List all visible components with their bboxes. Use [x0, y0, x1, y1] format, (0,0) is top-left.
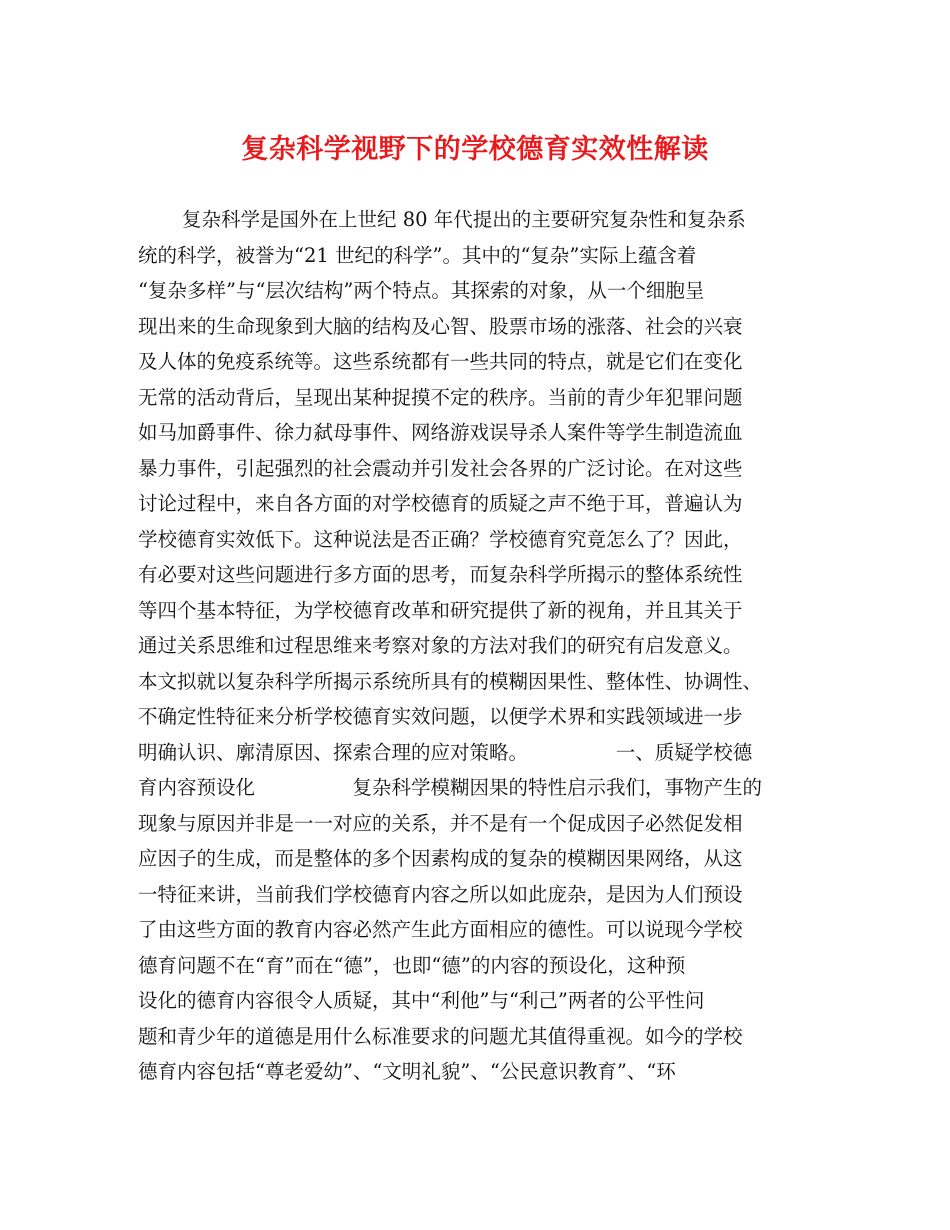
text-line: 等四个基本特征，为学校德育改革和研究提供了新的视角，并且其关于 [138, 598, 743, 622]
text-line: 统的科学，被誉为“21 世纪的科学”。其中的“复杂”实际上蕴含着 [138, 243, 697, 267]
text-line: 如马加爵事件、徐力弑母事件、网络游戏误导杀人案件等学生制造流血 [138, 421, 743, 444]
text-line: 一特征来讲，当前我们学校德育内容之所以如此庞杂，是因为人们预设 [138, 882, 743, 906]
body-paragraph [138, 202, 838, 1090]
text-line: 讨论过程中，来自各方面的对学校德育的质疑之声不绝于耳，普遍认为 [138, 492, 743, 515]
text-line: 无常的活动背后，呈现出某种捉摸不定的秩序。当前的青少年犯罪问题 [138, 385, 743, 409]
text-line: 育内容预设化 复杂科学模糊因果的特性启示我们，事物产生的 [138, 776, 763, 799]
text-line: 了由这些方面的教育内容必然产生此方面相应的德性。可以说现今学校 [138, 918, 743, 941]
text-line: 暴力事件，引起强烈的社会震动并引发社会各界的广泛讨论。在对这些 [138, 456, 743, 480]
text-line: 学校德育实效低下。这种说法是否正确？学校德育究竟怎么了？因此， [138, 527, 743, 551]
document-title: 复杂科学视野下的学校德育实效性解读 [241, 134, 709, 165]
text-line: 本文拟就以复杂科学所揭示系统所具有的模糊因果性、整体性、协调性、 [138, 669, 763, 693]
text-line: “复杂多样”与“层次结构”两个特点。其探索的对象，从一个细胞呈 [138, 279, 705, 302]
text-line: 及人体的免疫系统等。这些系统都有一些共同的特点，就是它们在变化 [138, 350, 743, 373]
text-line: 明确认识、廓清原因、探索合理的应对策略。 一、质疑学校德 [138, 740, 753, 764]
text-line: 现象与原因并非是一一对应的关系，并不是有一个促成因子必然促发相 [138, 811, 743, 835]
text-line: 不确定性特征来分析学校德育实效问题，以便学术界和实践领域进一步 [138, 705, 743, 728]
text-line: 设化的德育内容很令人质疑，其中“利他”与“利己”两者的公平性问 [138, 989, 705, 1012]
text-line: 现出来的生命现象到大脑的结构及心智、股票市场的涨落、社会的兴衰 [138, 314, 743, 338]
text-line: 复杂科学是国外在上世纪 80 年代提出的主要研究复杂性和复杂系 [182, 208, 746, 231]
text-line: 德育内容包括“尊老爱幼”、“文明礼貌”、“公民意识教育”、“环 [138, 1060, 676, 1083]
text-line: 德育问题不在“育”而在“德”，也即“德”的内容的预设化，这种预 [138, 953, 686, 977]
text-line: 应因子的生成，而是整体的多个因素构成的复杂的模糊因果网络，从这 [138, 847, 743, 870]
text-line: 通过关系思维和过程思维来考察对象的方法对我们的研究有启发意义。 [138, 634, 743, 657]
text-line: 有必要对这些问题进行多方面的思考，而复杂科学所揭示的整体系统性 [138, 563, 743, 586]
text-line: 题和青少年的道德是用什么标准要求的问题尤其值得重视。如今的学校 [138, 1024, 743, 1048]
